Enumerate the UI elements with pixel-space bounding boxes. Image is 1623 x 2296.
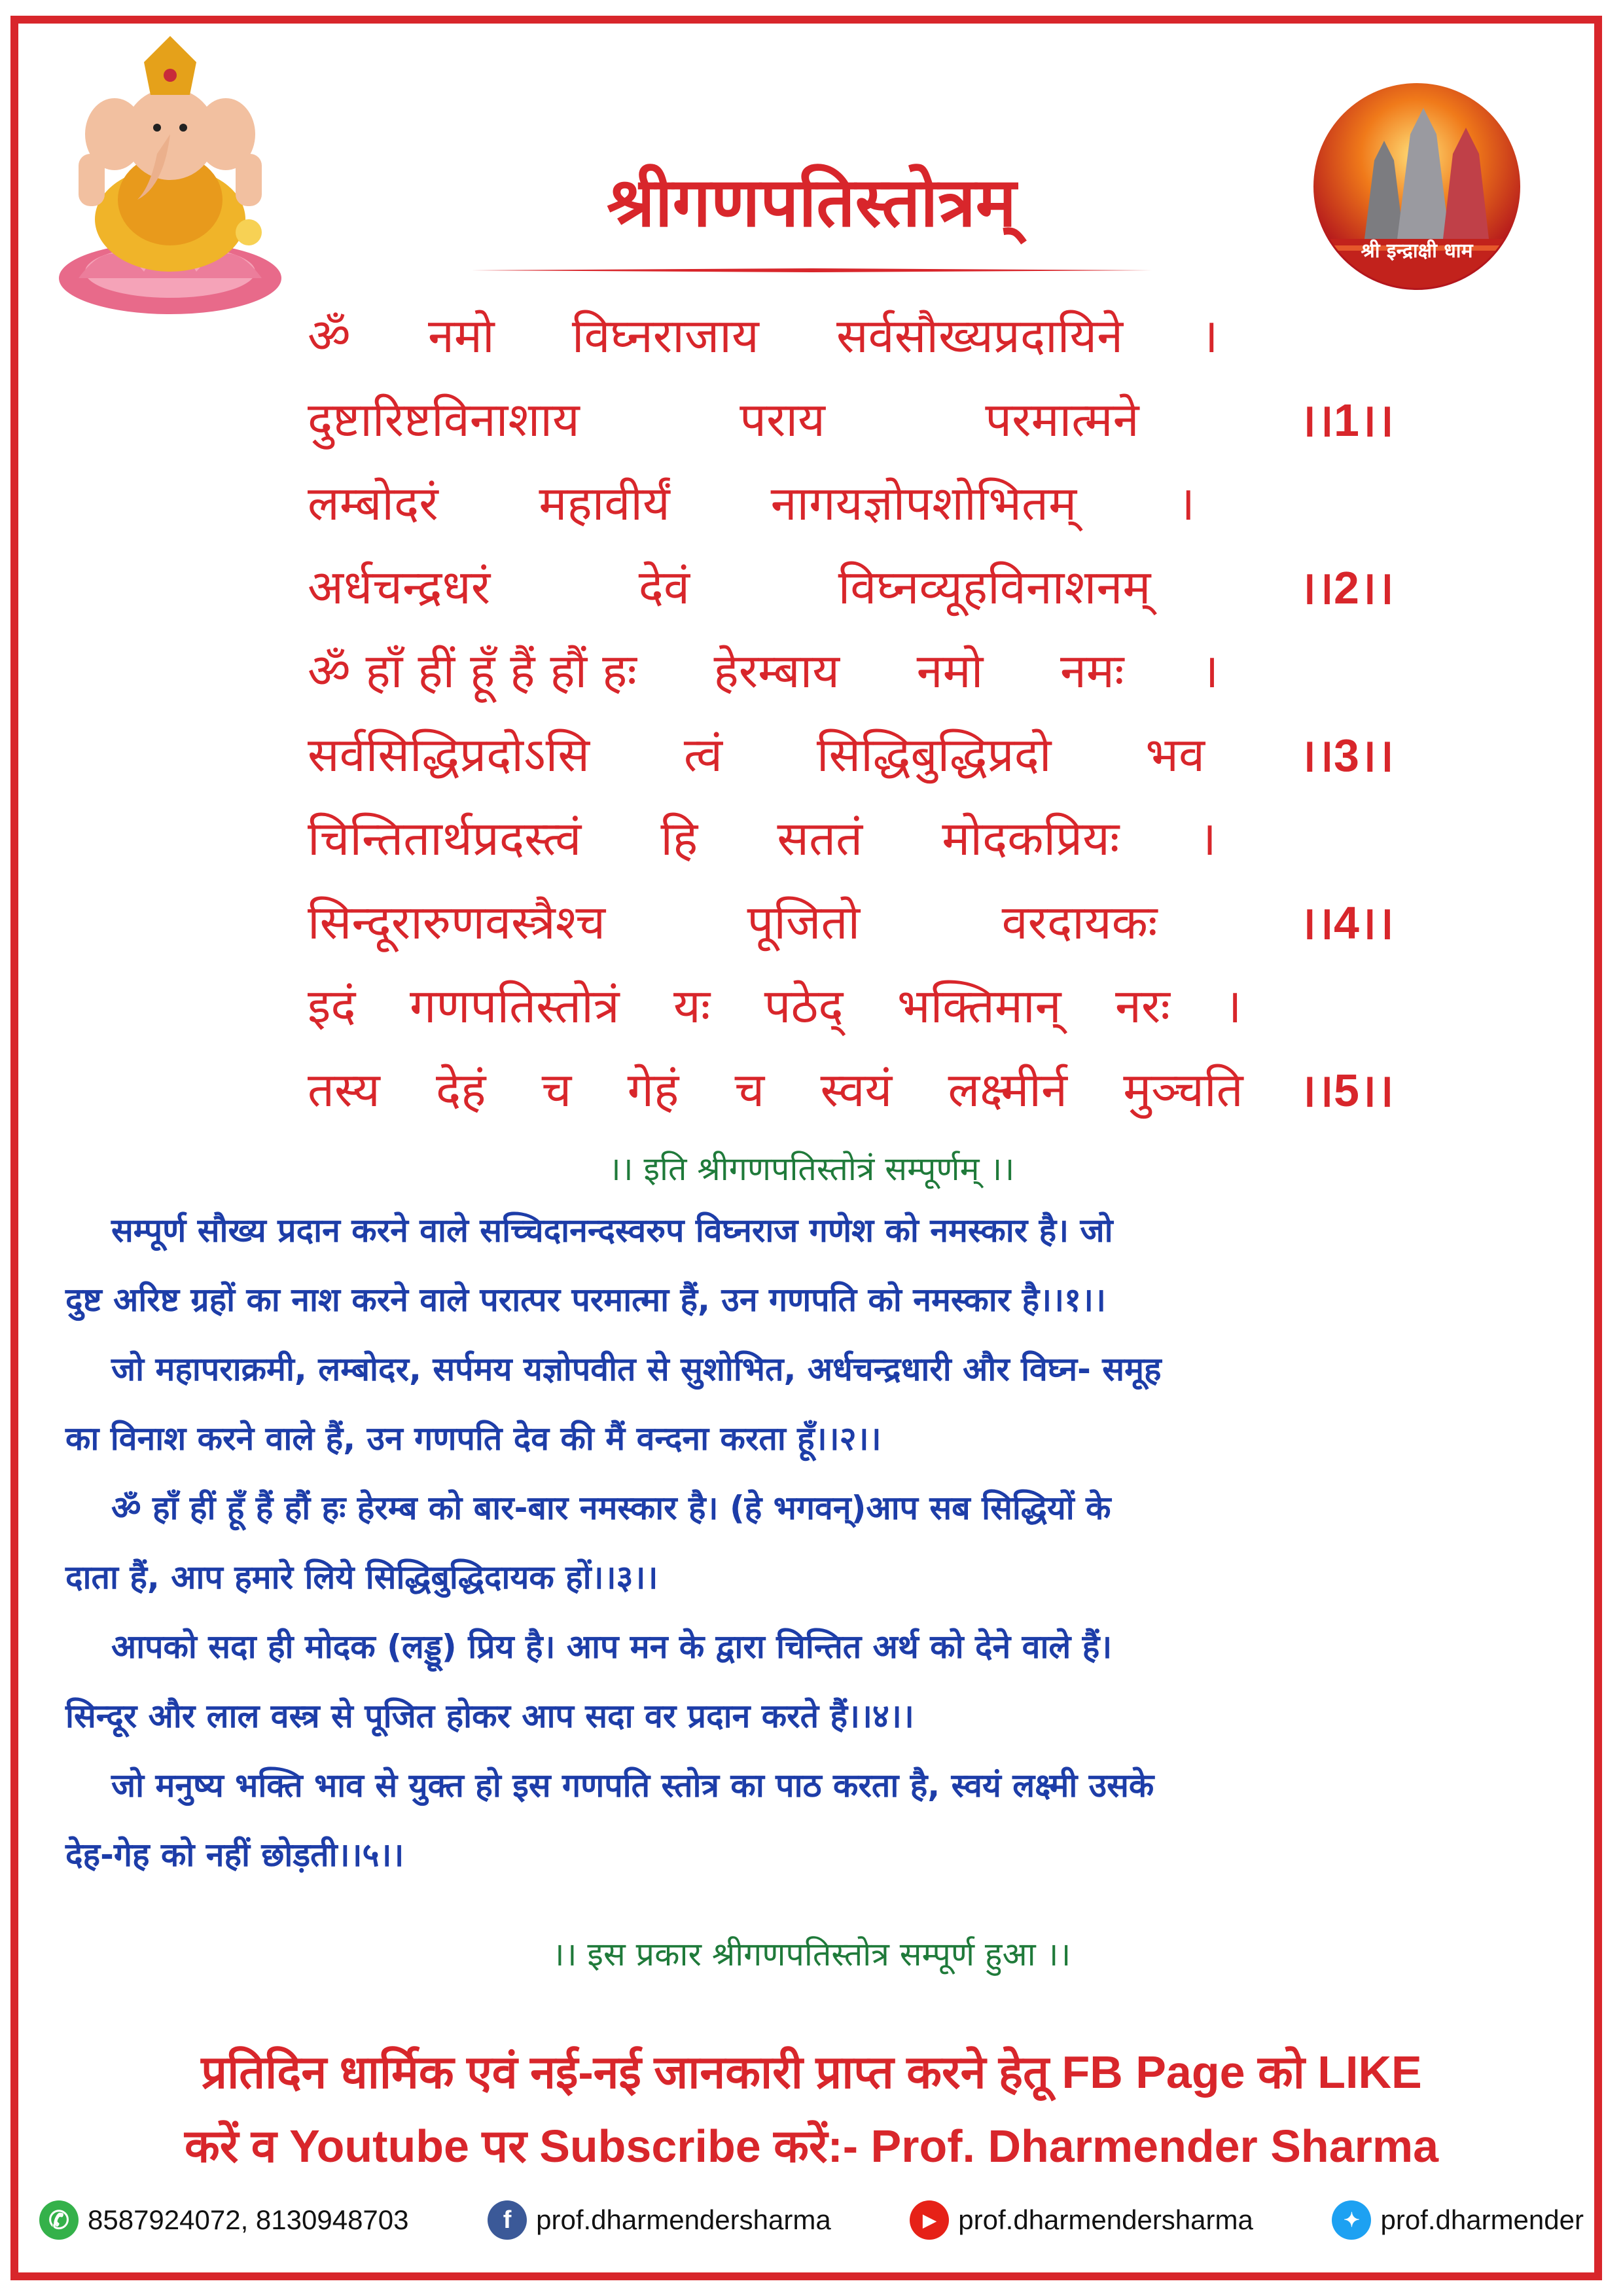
verse-word: गेहं bbox=[627, 1062, 679, 1117]
verse-word: भव bbox=[1145, 727, 1205, 782]
translation-line: सम्पूर्ण सौख्य प्रदान करने वाले सच्चिदानन्दस्वरुप विघ्नराज गणेश को नमस्कार है। जो bbox=[111, 1211, 1113, 1249]
page-title: श्रीगणपतिस्तोत्रम् bbox=[607, 162, 1016, 242]
verse-word: हि bbox=[660, 811, 698, 866]
verse-word: पठेद् bbox=[764, 978, 844, 1033]
verse-word: देवं bbox=[638, 560, 690, 615]
verse-line bbox=[308, 889, 1394, 973]
verse-line bbox=[308, 470, 1394, 554]
sanskrit-closing: ।। इति श्रीगणपतिस्तोत्रं सम्पूर्णम् ।। bbox=[608, 1150, 1015, 1188]
verse-word: सततं bbox=[777, 811, 863, 866]
facebook-icon: f bbox=[488, 2200, 527, 2240]
verse-line bbox=[308, 805, 1394, 889]
translation-line: का विनाश करने वाले हैं, उन गणपति देव की मैं वन्दना करता हूँ।।२।। bbox=[65, 1420, 882, 1458]
youtube-link[interactable] bbox=[910, 2200, 1253, 2240]
verse-word: स्वयं bbox=[820, 1062, 893, 1117]
verse-number: ।।4।। bbox=[1298, 897, 1394, 948]
hindi-translation bbox=[65, 1194, 1558, 1888]
verse-word: नमः bbox=[1060, 643, 1124, 698]
hindi-closing: ।। इस प्रकार श्रीगणपतिस्तोत्र सम्पूर्ण हुआ ।। bbox=[552, 1935, 1071, 1973]
phone-contact[interactable] bbox=[39, 2200, 409, 2240]
verse-word: गणपतिस्तोत्रं bbox=[409, 978, 620, 1033]
youtube-handle: prof.dharmendersharma bbox=[958, 2204, 1253, 2235]
verse-word: नरः bbox=[1115, 978, 1170, 1033]
verse-danda: । bbox=[1201, 643, 1219, 698]
phone-numbers: 8587924072, 8130948703 bbox=[88, 2204, 409, 2235]
verse-line bbox=[308, 554, 1394, 637]
verse-word: सिन्दूरारुणवस्त्रैश्च bbox=[308, 895, 606, 950]
verse-word: च bbox=[541, 1062, 572, 1117]
verse-word: यः bbox=[673, 978, 711, 1033]
verse-word: ॐ हाँ हीं हूँ हैं हौं हः bbox=[308, 643, 637, 698]
verse-word: नमो bbox=[916, 643, 984, 698]
verse-line bbox=[308, 721, 1394, 805]
translation-line: ॐ हाँ हीं हूँ हैं हौं हः हेरम्ब को बार-बार नमस्कार है। (हे भगवन्)आप सब सिद्धियों के bbox=[111, 1489, 1111, 1527]
translation-line: देह-गेह को नहीं छोड़ती।।५।। bbox=[65, 1836, 404, 1874]
title-divider bbox=[471, 268, 1152, 272]
youtube-icon: ▶ bbox=[910, 2200, 949, 2240]
verse-word: च bbox=[734, 1062, 765, 1117]
verse-word: हेरम्बाय bbox=[713, 643, 840, 698]
verse-word: त्वं bbox=[683, 727, 722, 782]
verse-danda: । bbox=[1177, 476, 1196, 531]
verse-word: ॐ bbox=[308, 308, 351, 363]
verse-word: लक्ष्मीर्न bbox=[948, 1062, 1067, 1117]
verse-word: विघ्नराजाय bbox=[571, 308, 759, 363]
verse-danda: । bbox=[1200, 308, 1219, 363]
twitter-icon: ✦ bbox=[1332, 2200, 1371, 2240]
translation-line: जो महापराक्रमी, लम्बोदर, सर्पमय यज्ञोपवीत से सुशोभित, अर्धचन्द्रधारी और विघ्न- समूह bbox=[111, 1350, 1162, 1388]
verse-number: ।।1।। bbox=[1298, 395, 1394, 446]
facebook-link[interactable] bbox=[488, 2200, 831, 2240]
promo-line-2: करें व Youtube पर Subscribe करें:- Prof. Dharmender Sharma bbox=[184, 2121, 1439, 2172]
translation-line: दुष्ट अरिष्ट ग्रहों का नाश करने वाले परात्पर परमात्मा हैं, उन गणपति को नमस्कार है।।१।। bbox=[65, 1281, 1106, 1319]
verse-line bbox=[308, 386, 1394, 470]
verse-word: पराय bbox=[740, 392, 825, 447]
translation-line: जो मनुष्य भक्ति भाव से युक्त हो इस गणपति स्तोत्र का पाठ करता है, स्वयं लक्ष्मी उसके bbox=[111, 1767, 1154, 1804]
verse-word: सर्वसिद्धिप्रदोऽसि bbox=[308, 727, 590, 782]
verse-number: ।।3।। bbox=[1298, 730, 1394, 781]
promo-line-1: प्रतिदिन धार्मिक एवं नई-नई जानकारी प्राप्त करने हेतू FB Page को LIKE bbox=[201, 2047, 1422, 2098]
translation-line: आपको सदा ही मोदक (लड्डू) प्रिय है। आप मन के द्वारा चिन्तित अर्थ को देने वाले हैं। bbox=[111, 1628, 1113, 1666]
verse-word: भक्तिमान् bbox=[897, 978, 1061, 1033]
verse-word: मुञ्चति bbox=[1123, 1062, 1243, 1117]
translation-line: दाता हैं, आप हमारे लिये सिद्धिबुद्धिदायक हों।।३।। bbox=[65, 1558, 658, 1596]
verse-word: महावीर्यं bbox=[539, 476, 670, 531]
verse-word: दुष्टारिष्टविनाशाय bbox=[308, 392, 580, 447]
verse-word: देहं bbox=[436, 1062, 486, 1117]
translation-line: सिन्दूर और लाल वस्त्र से पूजित होकर आप सदा वर प्रदान करते हैं।।४।। bbox=[65, 1697, 914, 1735]
contact-footer bbox=[39, 2194, 1584, 2246]
verse-word: मोदकप्रियः bbox=[942, 811, 1120, 866]
verse-word: परमात्मने bbox=[985, 392, 1139, 447]
verse-word: विघ्नव्यूहविनाशनम् bbox=[838, 560, 1151, 615]
verse-line bbox=[308, 302, 1394, 386]
verse-line bbox=[308, 1056, 1394, 1140]
verse-word: नमो bbox=[427, 308, 495, 363]
logo-caption: श्री इन्द्राक्षी धाम bbox=[1361, 240, 1473, 262]
verse-word: चिन्तितार्थप्रदस्त्वं bbox=[308, 811, 582, 866]
verse-danda: । bbox=[1198, 811, 1217, 866]
verse-word: तस्य bbox=[308, 1062, 380, 1117]
sanskrit-verses bbox=[308, 302, 1394, 1140]
verse-word: नागयज्ञोपशोभितम् bbox=[770, 476, 1077, 531]
verse-word: वरदायकः bbox=[1001, 895, 1158, 950]
verse-number: ।।5।। bbox=[1298, 1065, 1394, 1116]
verse-word: सर्वसौख्यप्रदायिने bbox=[836, 308, 1124, 363]
verse-line bbox=[308, 973, 1394, 1056]
verse-danda: । bbox=[1224, 978, 1242, 1033]
facebook-handle: prof.dharmendersharma bbox=[536, 2204, 831, 2235]
verse-word: अर्धचन्द्रधरं bbox=[308, 560, 491, 615]
verse-word: इदं bbox=[308, 978, 356, 1033]
verse-line bbox=[308, 637, 1394, 721]
verse-number: ।।2।। bbox=[1298, 562, 1394, 613]
verse-word: सिद्धिबुद्धिप्रदो bbox=[816, 727, 1052, 782]
verse-word: लम्बोदरं bbox=[308, 476, 438, 531]
whatsapp-phone-icon: ✆ bbox=[39, 2200, 79, 2240]
twitter-link[interactable] bbox=[1332, 2200, 1584, 2240]
twitter-handle: prof.dharmender bbox=[1380, 2204, 1584, 2235]
verse-word: पूजितो bbox=[747, 895, 861, 950]
